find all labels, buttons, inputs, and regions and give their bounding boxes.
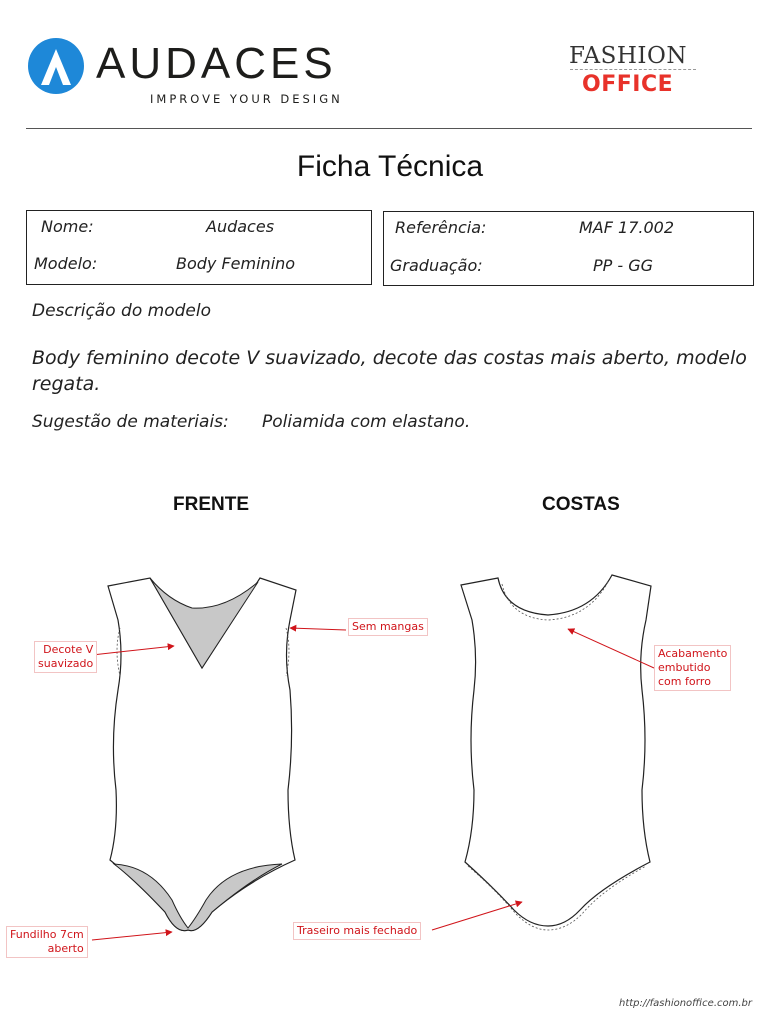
materials-label: Sugestão de materiais:: [32, 412, 229, 432]
arrow-fundilho: [92, 932, 172, 940]
brand-name: AUDACES: [96, 39, 337, 88]
modelo-label: Modelo:: [34, 254, 98, 273]
arrow-sem-mangas: [290, 628, 346, 630]
footer-url[interactable]: http://fashionoffice.com.br: [618, 998, 752, 1009]
note-decote-line1: Decote V: [43, 643, 94, 656]
note-fundilho-line2: aberto: [47, 942, 84, 955]
graduacao-value: PP - GG: [593, 256, 654, 275]
materials-value: Poliamida com elastano.: [262, 412, 471, 432]
partner-logo-rule: [570, 69, 696, 70]
back-view-title: COSTAS: [542, 494, 620, 515]
note-acabamento-line3: com forro: [658, 675, 711, 688]
arrow-traseiro: [432, 902, 522, 930]
note-traseiro-text: Traseiro mais fechado: [297, 924, 418, 937]
front-view-title: FRENTE: [173, 494, 249, 515]
nome-label: Nome:: [41, 217, 94, 236]
referencia-label: Referência:: [395, 218, 487, 237]
brand-tagline: IMPROVE YOUR DESIGN: [150, 92, 343, 106]
note-fundilho: [6, 926, 88, 958]
page-title: Ficha Técnica: [296, 150, 484, 183]
note-acabamento-line2: embutido: [658, 661, 711, 674]
nome-value: Audaces: [206, 217, 275, 236]
header-divider: [26, 128, 752, 129]
note-acabamento: [654, 645, 731, 691]
description-heading: Descrição do modelo: [32, 301, 211, 321]
referencia-value: MAF 17.002: [579, 218, 675, 237]
note-sem-mangas: [348, 618, 428, 636]
graduacao-label: Graduação:: [390, 256, 483, 275]
modelo-value: Body Feminino: [176, 254, 296, 273]
partner-logo-bottom: OFFICE: [582, 72, 674, 97]
note-sem-mangas-text: Sem mangas: [352, 620, 424, 633]
audaces-logo-icon: [27, 37, 85, 95]
note-decote-line2: suavizado: [38, 657, 94, 670]
description-text: Body feminino decote V suavizado, decote das costas mais aberto, modelo regata.: [32, 347, 747, 395]
back-bodysuit: [461, 575, 651, 926]
note-fundilho-line1: Fundilho 7cm: [10, 928, 84, 941]
note-acabamento-line1: Acabamento: [658, 647, 728, 660]
note-decote: [34, 641, 97, 673]
partner-logo-top: FASHION: [569, 43, 687, 69]
note-traseiro: [293, 922, 421, 940]
